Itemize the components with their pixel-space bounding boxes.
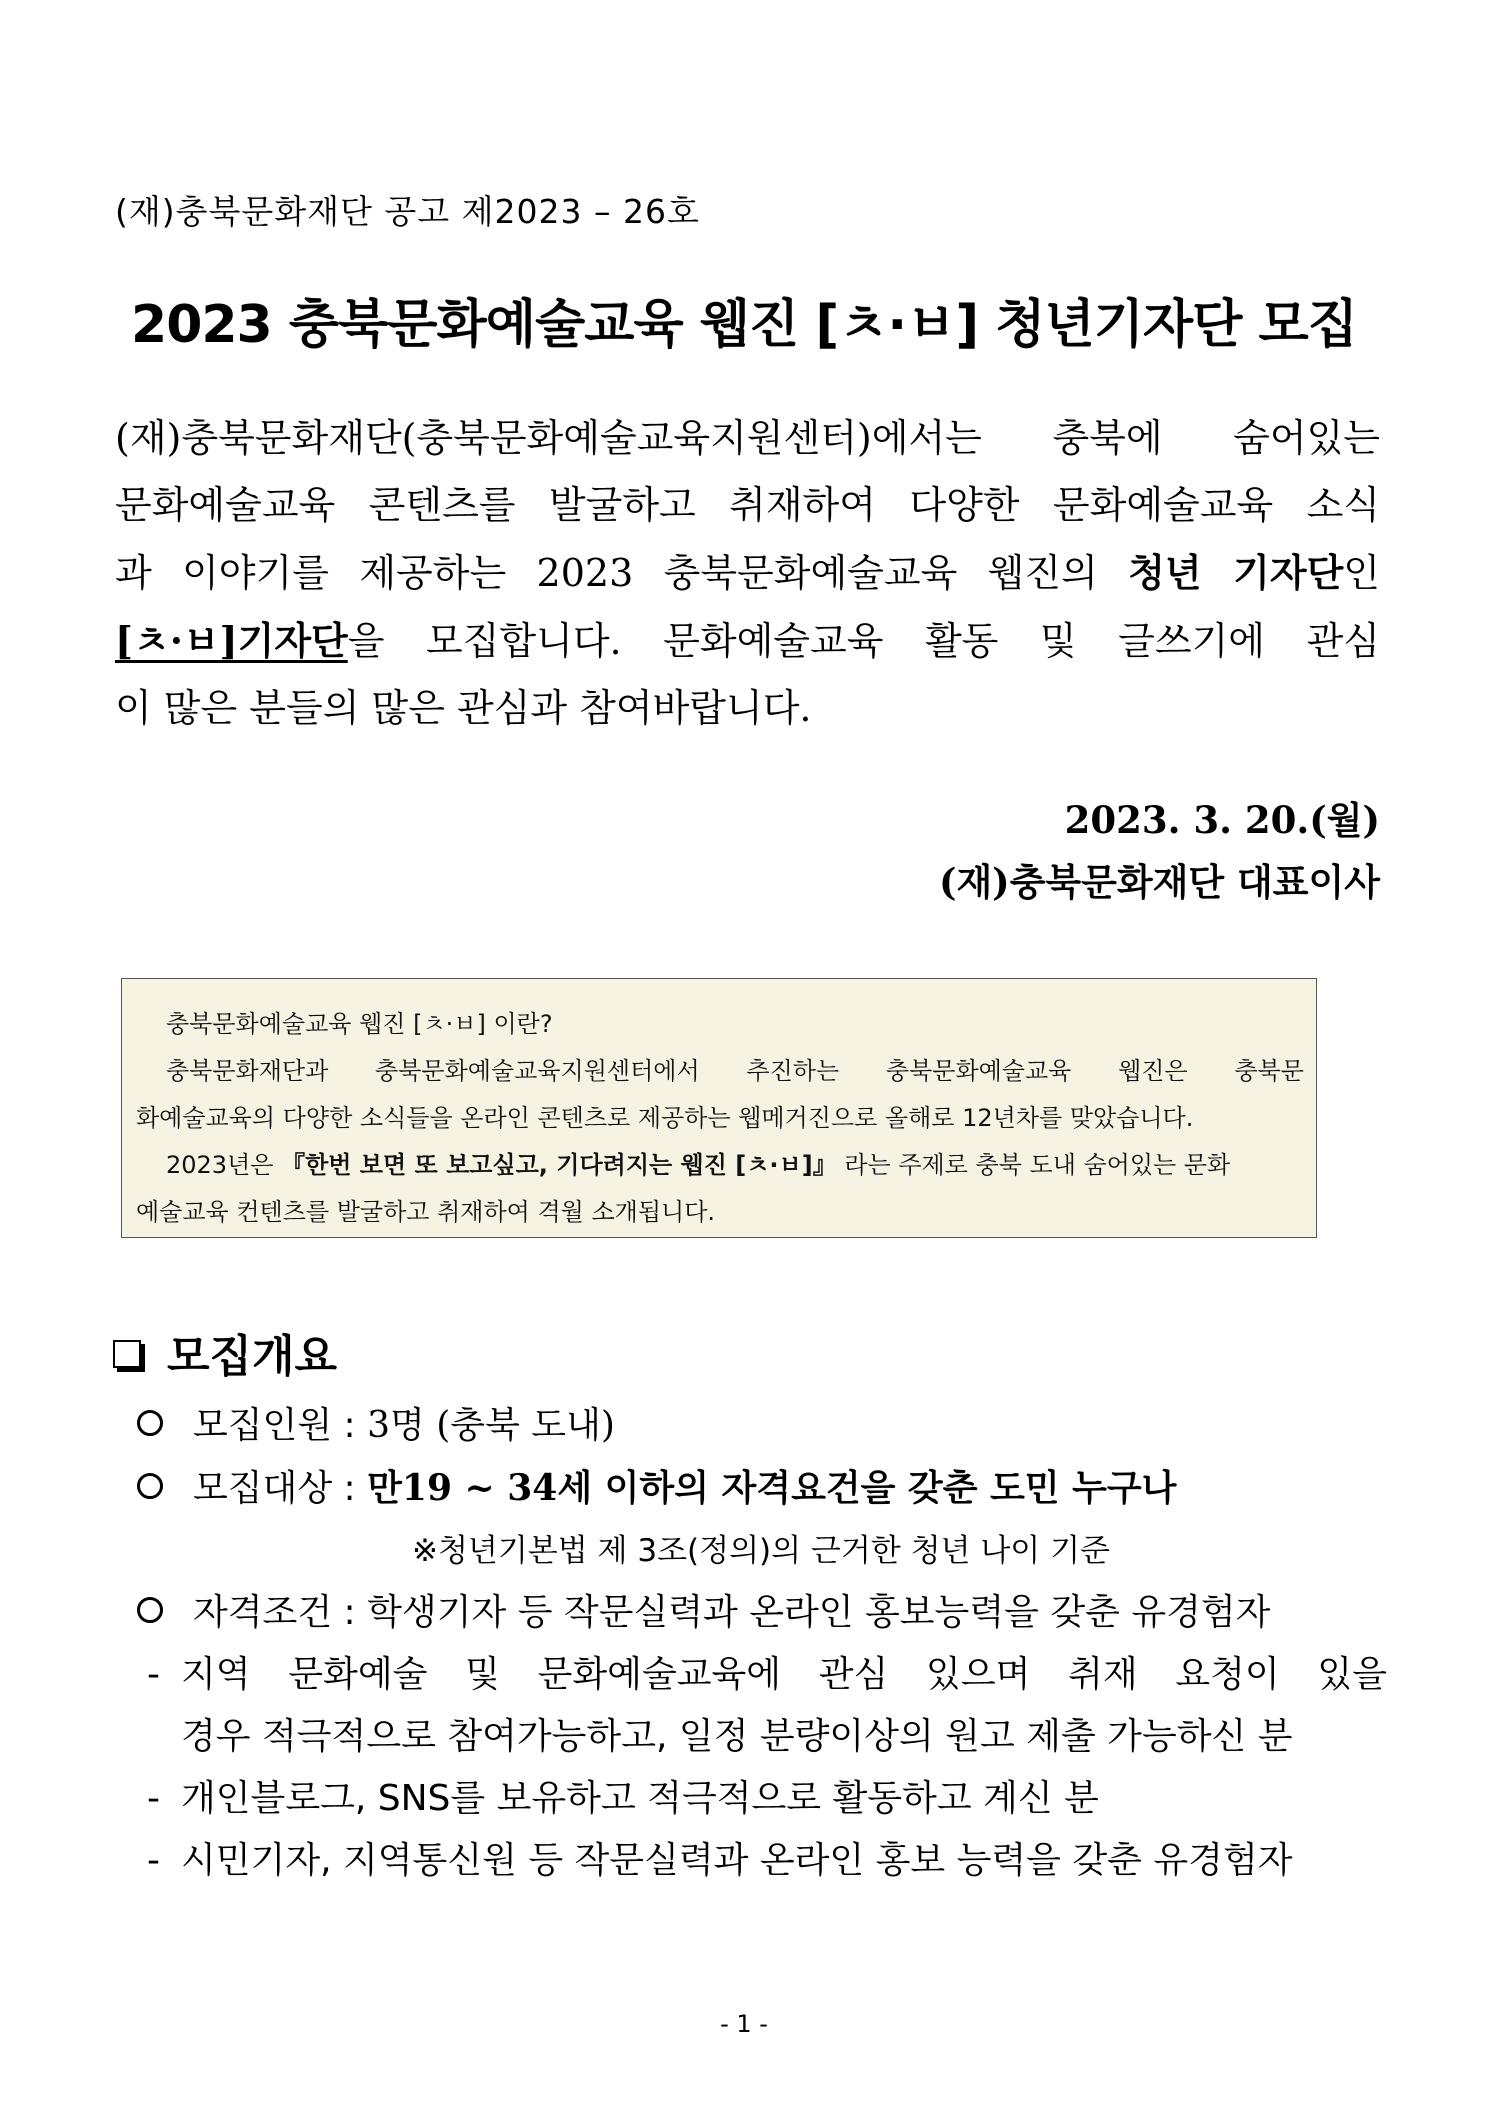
- dash-item: [137, 1644, 1387, 1706]
- intro-text: 을 모집합니다. 문화예술교육 활동 및 글쓰기에 관심: [347, 619, 1380, 663]
- intro-underlined-emphasis: [ㅊ·ㅂ]기자단: [115, 618, 348, 663]
- dash-bullet: -: [147, 1654, 160, 1695]
- page-number: - 1 -: [720, 2010, 768, 2038]
- list-item: [137, 1395, 1382, 1457]
- section-heading-label: 모집개요: [167, 1331, 338, 1382]
- info-box-line: [136, 1142, 1304, 1189]
- info-box-text: 2023년은: [166, 1151, 282, 1179]
- circle-bullet-icon: [137, 1410, 163, 1436]
- dash-item-text: 지역 문화예술 및 문화예술교육에 관심 있으며 취재 요청이 있을: [181, 1654, 1387, 1695]
- dash-bullet: -: [147, 1840, 160, 1881]
- circle-bullet-icon: [137, 1597, 163, 1623]
- intro-line: [115, 675, 1380, 742]
- intro-text: 과 이야기를 제공하는 2023 충북문화예술교육 웹진의: [115, 551, 1129, 595]
- item-label: 모집대상 :: [193, 1468, 356, 1509]
- intro-text: (재)충북문화재단(충북문화예술교육지원센터)에서는 충북에 숨어있는: [115, 416, 1380, 460]
- info-box-quote: 『한번 보면 또 보고싶고, 기다려지는 웹진 [ㅊ·ㅂ]』: [281, 1151, 837, 1179]
- info-box-text: 라는 주제로 충북 도내 숨어있는 문화: [836, 1151, 1231, 1179]
- item-value: 만19 ~ 34세 이하의 자격요건을 갖춘 도민 누구나: [367, 1467, 1177, 1509]
- dash-bullet: -: [147, 1778, 160, 1819]
- intro-line: [115, 472, 1380, 539]
- notice-date: 2023. 3. 20.(월): [1064, 798, 1380, 842]
- info-box-line: 예술교육 컨텐츠를 발굴하고 취재하여 격월 소개됩니다.: [136, 1198, 716, 1226]
- list-item: [137, 1582, 1382, 1644]
- intro-line: [115, 405, 1380, 472]
- webzine-info-box: [121, 978, 1317, 1238]
- item-label: 자격조건 :: [193, 1592, 356, 1633]
- list-note: ※청년기본법 제 3조(정의)의 근거한 청년 나이 기준: [412, 1533, 1110, 1569]
- info-box-heading: 충북문화예술교육 웹진 [ㅊ·ㅂ] 이란?: [166, 1010, 553, 1038]
- dash-item: [137, 1830, 1382, 1892]
- dash-item-text: 개인블로그, SNS를 보유하고 적극적으로 활동하고 계신 분: [181, 1778, 1099, 1819]
- section-heading: [113, 1320, 337, 1384]
- dash-item-continuation: 경우 적극적으로 참여가능하고, 일정 분량이상의 원고 제출 가능하신 분: [181, 1716, 1293, 1757]
- recruitment-overview-list: [137, 1395, 1387, 1892]
- item-value: 학생기자 등 작문실력과 온라인 홍보능력을 갖춘 유경험자: [367, 1592, 1271, 1633]
- intro-emphasis: 청년 기자단: [1128, 550, 1344, 595]
- checkbox-bullet-icon: [113, 1340, 141, 1368]
- info-box-line: 화예술교육의 다양한 소식들을 온라인 콘텐츠로 제공하는 웹메거진으로 올해로 12년차를 맞았습니다.: [136, 1104, 1194, 1132]
- intro-line: [115, 607, 1380, 675]
- intro-text: 문화예술교육 콘텐츠를 발굴하고 취재하여 다양한 문화예술교육 소식: [115, 483, 1380, 527]
- intro-text: 인: [1343, 551, 1380, 595]
- notice-issuer: (재)충북문화재단 대표이사: [938, 860, 1380, 904]
- circle-bullet-icon: [137, 1473, 163, 1499]
- dash-item-text: 시민기자, 지역통신원 등 작문실력과 온라인 홍보 능력을 갖춘 유경험자: [181, 1840, 1293, 1881]
- item-label: 모집인원 :: [193, 1405, 356, 1446]
- item-value: 3명 (충북 도내): [367, 1405, 615, 1446]
- document-title: 2023 충북문화예술교육 웹진 [ㅊ·ㅂ] 청년기자단 모집: [131, 295, 1357, 355]
- notice-number: (재)충북문화재단 공고 제2023 – 26호: [115, 192, 700, 231]
- list-item: [137, 1457, 1382, 1520]
- intro-paragraph: [115, 405, 1380, 742]
- intro-text: 이 많은 분들의 많은 관심과 참여바랍니다.: [115, 686, 812, 730]
- intro-line: [115, 539, 1380, 607]
- dash-item: [137, 1768, 1382, 1830]
- info-box-line: 충북문화재단과 충북문화예술교육지원센터에서 추진하는 충북문화예술교육 웹진은 충북문: [166, 1057, 1304, 1085]
